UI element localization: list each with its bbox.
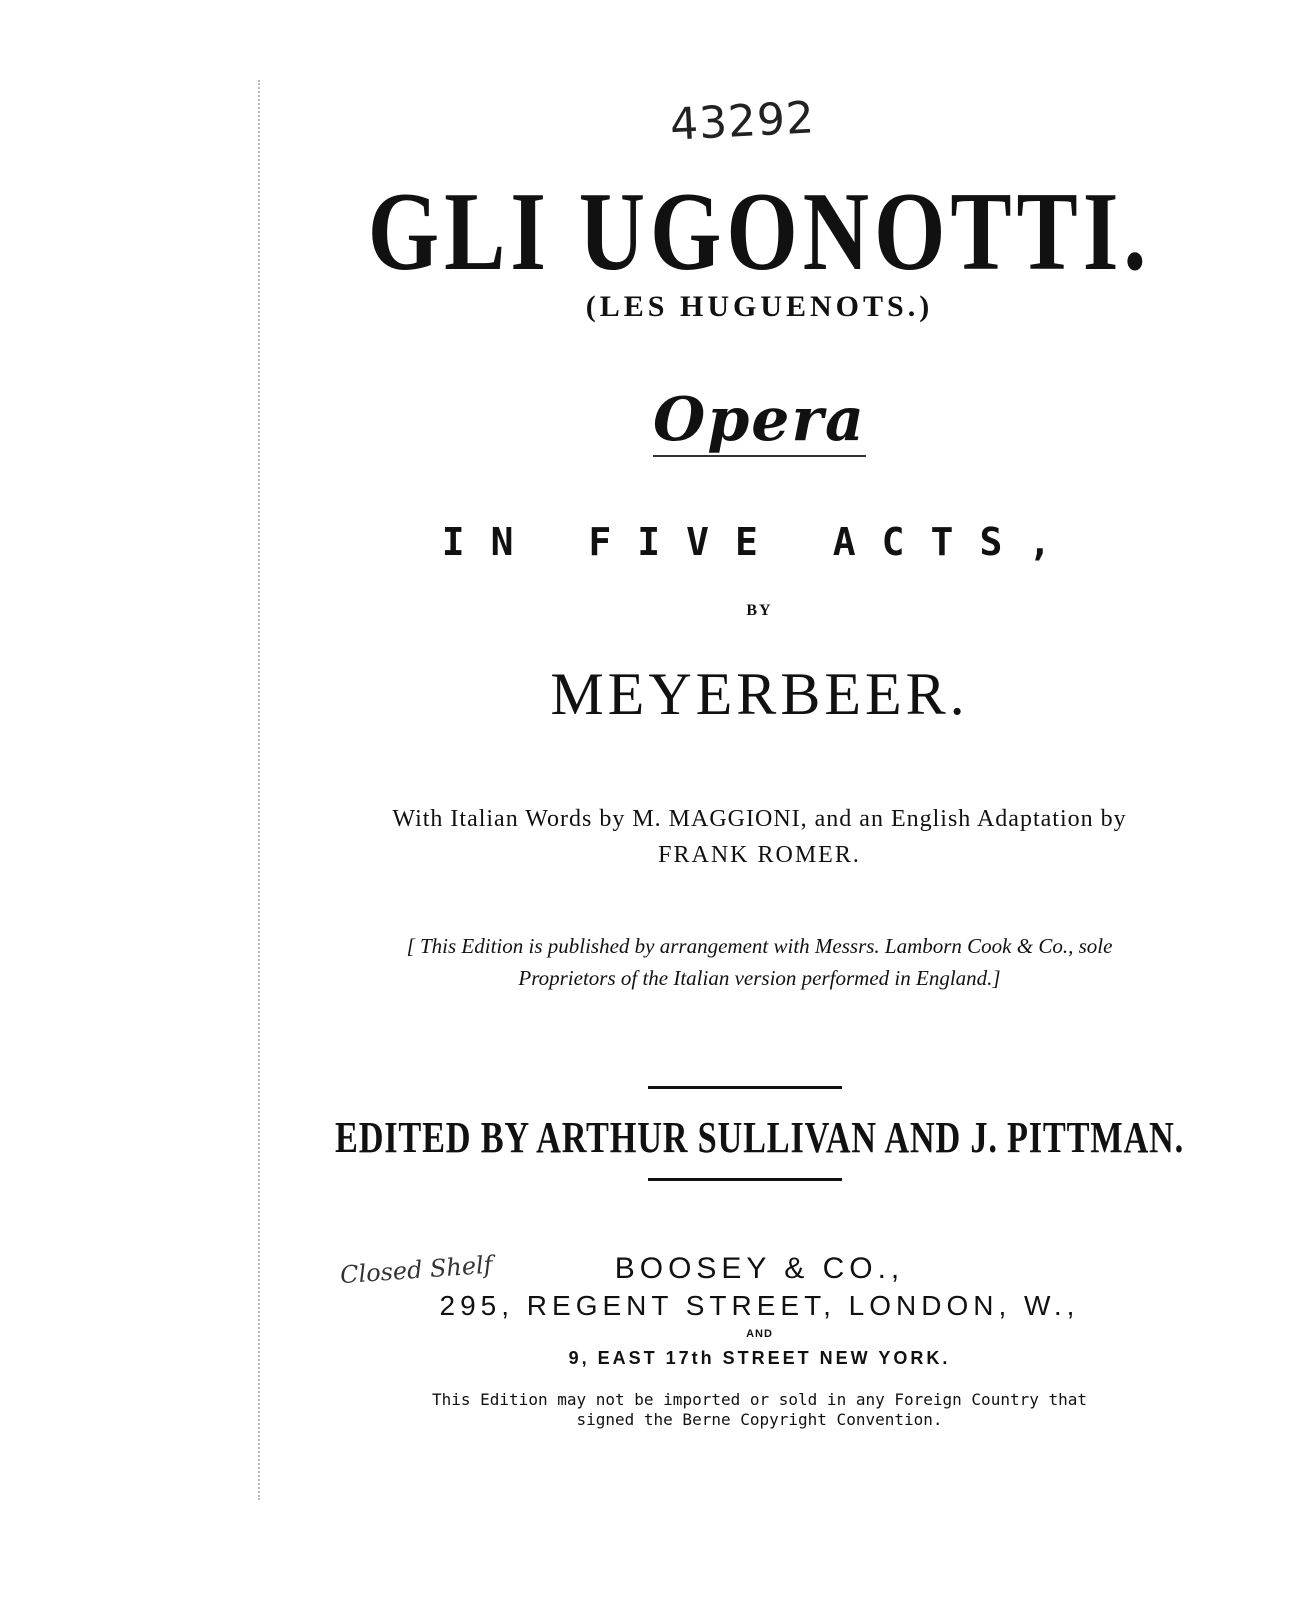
copyright-notice-line-2: signed the Berne Copyright Convention. [576, 1410, 943, 1429]
copyright-notice-line-1: This Edition may not be imported or sold in any Foreign Country that [431, 1390, 1088, 1409]
publisher-and: AND [746, 1328, 773, 1340]
handwritten-shelf-mark: Closed Shelf [339, 1250, 494, 1290]
publisher-address: 295, REGENT STREET, LONDON, W., [439, 1290, 1080, 1321]
acts-line: IN FIVE ACTS, [441, 520, 1078, 564]
opera-title: GLI UGONOTTI. [367, 170, 1152, 294]
genre-text: Opera [653, 385, 866, 455]
opera-subtitle: (LES HUGUENOTS.) [585, 290, 934, 323]
divider-bottom [648, 1178, 842, 1181]
genre-label [110, 385, 1299, 455]
handwritten-catalog-number: 43292 [668, 92, 817, 151]
by-label: BY [746, 602, 773, 619]
credits-line-2: FRANK ROMER. [658, 842, 861, 868]
divider-top [648, 1086, 842, 1089]
publisher-new-york: 9, EAST 17th STREET NEW YORK. [568, 1348, 951, 1368]
publisher-name: BOOSEY & CO., [614, 1252, 905, 1285]
editors-line: EDITED BY ARTHUR SULLIVAN AND J. PITTMAN. [335, 1113, 1184, 1162]
composer-name: MEYERBEER. [550, 661, 969, 727]
edition-note-line-2: Proprietors of the Italian version performed in England.] [518, 966, 1001, 990]
edition-note-line-1: [ This Edition is published by arrangement with Messrs. Lamborn Cook & Co., sole [406, 934, 1113, 958]
credits-line-1: With Italian Words by M. MAGGIONI, and an English Adaptation by [392, 806, 1127, 832]
